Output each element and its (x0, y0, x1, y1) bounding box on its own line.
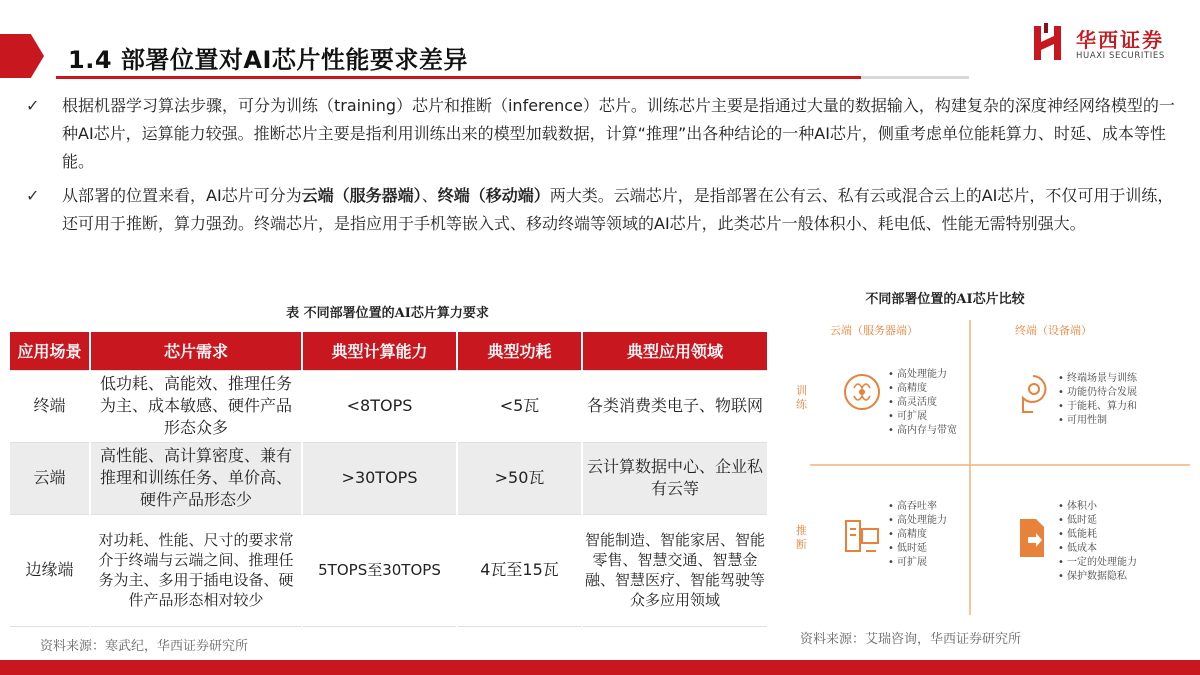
cell-field: 云计算数据中心、企业私有云等 (582, 442, 767, 514)
check-icon: ✓ (26, 186, 40, 205)
feature-item: • 高灵活度 (888, 396, 957, 410)
cloud-train-features (888, 368, 957, 438)
feature-item: • 低成本 (1058, 542, 1137, 556)
feature-item: • 保护数据隐私 (1058, 570, 1137, 584)
feature-item: • 低能耗 (1058, 528, 1137, 542)
title-underline-grey (861, 76, 969, 79)
title-red-tab (0, 34, 44, 78)
cell-scene: 边缘端 (10, 514, 90, 626)
bullet-list (22, 92, 1182, 244)
check-icon: ✓ (26, 96, 40, 115)
bullet-bold-terminal: 终端（移动端） (437, 186, 550, 205)
bullet-item-cloud-terminal (22, 182, 1182, 238)
terminal-infer-features (1058, 500, 1137, 584)
header-need: 芯片需求 (90, 332, 302, 370)
bullet-text: 根据机器学习算法步骤，可分为训练（training）芯片和推断（inference）芯片。训练芯片主要是指通过大量的数据输入，构建复杂的深度神经网络模型的一种AI芯片，运算能力较强。推断芯片主要是指利用训练出来的模型加载数据，计算“推理”出各种结论的一种AI芯片，侧重考虑单位能耗算力、时延、成本等性能。 (62, 96, 1175, 171)
cell-scene: 云端 (10, 442, 90, 514)
bullet-text-part2: 、 (421, 186, 438, 205)
feature-item: • 于能耗、算力和 (1058, 400, 1137, 414)
server-monitor-icon (842, 515, 882, 561)
cell-need: 高性能、高计算密度、兼有推理和训练任务、单价高、硬件产品形态少 (90, 442, 302, 514)
header-scene: 应用场景 (10, 332, 90, 370)
row-label-train: 训练 (796, 384, 807, 411)
logo-text-en: HUAXI SECURITIES (1076, 51, 1165, 61)
logo-text-cn: 华西证券 (1076, 28, 1164, 52)
column-head-cloud: 云端（服务器端） (830, 324, 918, 337)
header-compute: 典型计算能力 (302, 332, 457, 370)
chip-comparison-figure (790, 310, 1190, 622)
head-gear-icon (1016, 372, 1050, 418)
feature-item: • 功能仍待合发展 (1058, 386, 1137, 400)
bullet-text-part3: 两大类。云端芯片，是指部署在公有云、私有云或混合云上的AI芯片，不仅可用于训练，还可用于推断，算力强劲。终端芯片，是指应用于手机等嵌入式、移动终端等领域的AI芯片，此类芯片一般体积小、耗电低、性能无需特别强大。 (62, 186, 1174, 233)
header-field: 典型应用领域 (582, 332, 767, 370)
figure-title: 不同部署位置的AI芯片比较 (865, 292, 1025, 307)
feature-item: • 高处理能力 (888, 368, 957, 382)
cell-field: 各类消费类电子、物联网 (582, 370, 767, 442)
cell-compute: <8TOPS (302, 370, 457, 442)
bullet-text-part1: 从部署的位置来看，AI芯片可分为 (62, 186, 302, 205)
feature-item: • 低时延 (888, 542, 947, 556)
feature-item: • 体积小 (1058, 500, 1137, 514)
header-power: 典型功耗 (457, 332, 582, 370)
table-caption: 表 不同部署位置的AI芯片算力要求 (286, 306, 489, 321)
cell-need: 对功耗、性能、尺寸的要求常介于终端与云端之间、推理任务为主、多用于插电设备、硬件产品形态相对较少 (90, 514, 302, 626)
cell-power: <5瓦 (457, 370, 582, 442)
document-arrow-icon (1016, 515, 1050, 561)
feature-item: • 低时延 (1058, 514, 1137, 528)
table-row-cloud (10, 442, 767, 514)
title-underline (56, 76, 861, 79)
cloud-infer-features (888, 500, 947, 570)
cell-compute: 5TOPS至30TOPS (302, 514, 457, 626)
brain-chip-icon (842, 370, 882, 416)
cell-need: 低功耗、高能效、推理任务为主、成本敏感、硬件产品形态众多 (90, 370, 302, 442)
feature-item: • 高内存与带宽 (888, 424, 957, 438)
row-label-infer: 推断 (796, 524, 807, 551)
feature-item: • 可用性制 (1058, 414, 1137, 428)
huaxi-logo (1032, 22, 1192, 66)
bullet-bold-cloud: 云端（服务器端） (301, 186, 422, 205)
figure-source-note: 资料来源：艾瑞咨询，华西证券研究所 (800, 632, 1022, 647)
compute-requirements-table (10, 332, 767, 627)
feature-item: • 一定的处理能力 (1058, 556, 1137, 570)
huaxi-logo-icon (1032, 22, 1068, 64)
feature-item: • 高处理能力 (888, 514, 947, 528)
feature-item: • 高吞吐率 (888, 500, 947, 514)
cell-power: 4瓦至15瓦 (457, 514, 582, 626)
feature-item: • 高精度 (888, 382, 957, 396)
feature-item: • 可扩展 (888, 556, 947, 570)
cell-power: >50瓦 (457, 442, 582, 514)
cell-field: 智能制造、智能家居、智能零售、智慧交通、智慧金融、智慧医疗、智能驾驶等众多应用领域 (582, 514, 767, 626)
cell-compute: >30TOPS (302, 442, 457, 514)
feature-item: • 可扩展 (888, 410, 957, 424)
terminal-train-features (1058, 372, 1137, 428)
table-header-row (10, 332, 767, 370)
title-bar (0, 0, 1200, 80)
page-title: 1.4 部署位置对AI芯片性能要求差异 (68, 46, 468, 74)
table-row-terminal (10, 370, 767, 442)
bullet-item-training-inference (22, 92, 1182, 176)
feature-item: • 高精度 (888, 528, 947, 542)
table-row-edge (10, 514, 767, 626)
feature-item: • 终端场景与训练 (1058, 372, 1137, 386)
cell-scene: 终端 (10, 370, 90, 442)
footer-bar (0, 660, 1200, 675)
column-head-terminal: 终端（设备端） (1015, 324, 1092, 337)
table-source-note: 资料来源：寒武纪，华西证券研究所 (40, 639, 249, 654)
